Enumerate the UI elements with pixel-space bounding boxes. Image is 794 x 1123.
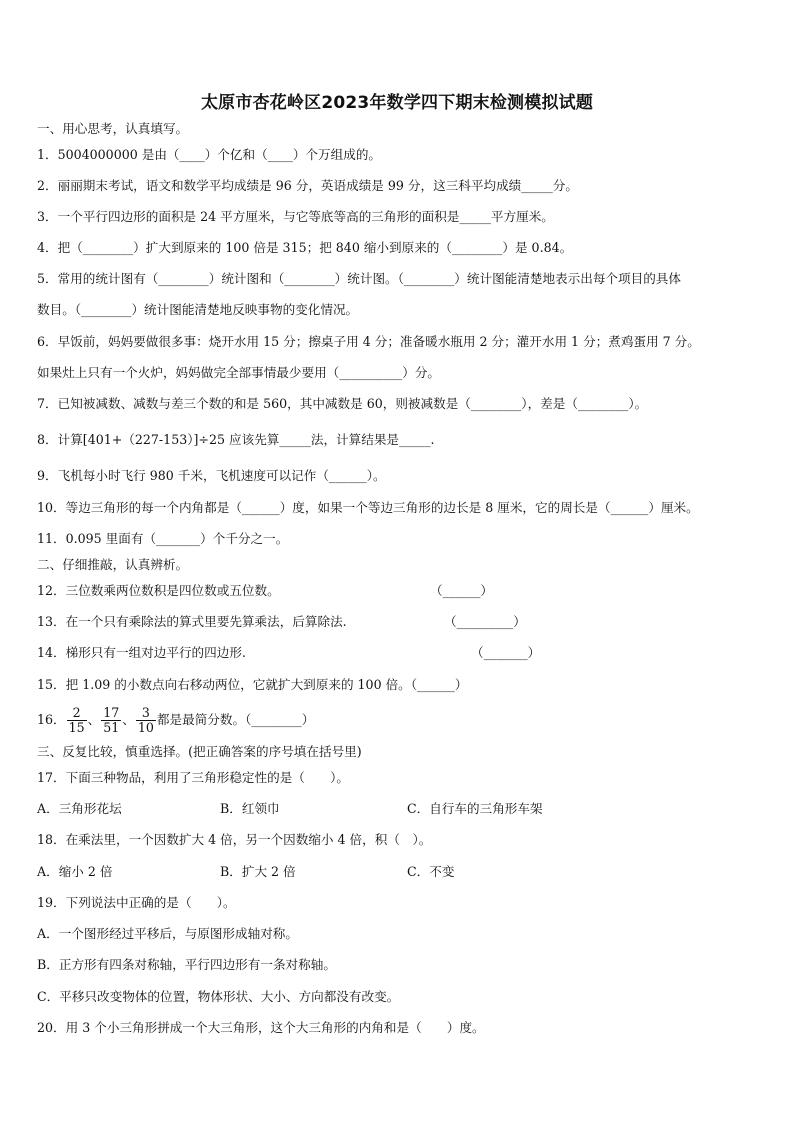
fraction-numerator: 3 — [141, 705, 150, 720]
fraction-17-51 — [101, 706, 121, 735]
question-15: 15．把 1.09 的小数点向右移动两位，它就扩大到原来的 100 倍。（______） — [37, 677, 468, 692]
question-2: 2．丽丽期末考试，语文和数学平均成绩是 96 分，英语成绩是 99 分，这三科平均成绩_____分。 — [37, 178, 578, 193]
question-12: 12．三位数乘两位数积是四位数或五位数。 — [37, 583, 280, 598]
fraction-3-10 — [136, 706, 156, 735]
question-18-option-b: B．扩大 2 倍 — [220, 864, 296, 879]
question-12-answer-blank: （______） — [430, 583, 493, 598]
question-9: 9．飞机每小时飞行 980 千米，飞机速度可以记作（______）。 — [37, 468, 386, 483]
question-17: 17．下面三种物品，利用了三角形稳定性的是（ ）。 — [37, 770, 349, 785]
fraction-numerator: 17 — [103, 705, 120, 720]
question-16 — [37, 700, 314, 740]
fraction-numerator: 2 — [72, 705, 81, 720]
question-3: 3．一个平行四边形的面积是 24 平方厘米，与它等底等高的三角形的面积是_____平方厘米。 — [37, 209, 554, 224]
question-19-option-b: B．正方形有四条对称轴，平行四边形有一条对称轴。 — [37, 957, 336, 972]
question-16-suffix: 都是最简分数。（________） — [156, 712, 315, 727]
question-13-answer-blank: （_________） — [444, 614, 526, 629]
question-5-line-1: 5．常用的统计图有（________）统计图和（________）统计图。（________）统计图能清楚地表示出每个项目的具体 — [37, 271, 681, 286]
question-1: 1．5004000000 是由（____）个亿和（____）个万组成的。 — [37, 147, 382, 162]
question-14-answer-blank: （_______） — [471, 645, 541, 660]
question-18: 18．在乘法里，一个因数扩大 4 倍，另一个因数缩小 4 倍，积（ ）。 — [37, 832, 432, 847]
question-14: 14．梯形只有一组对边平行的四边形. — [37, 645, 246, 660]
section-heading-3: 三、反复比较，慎重选择。(把正确答案的序号填在括号里) — [37, 744, 362, 759]
question-17-option-c: C．自行车的三角形车架 — [407, 801, 543, 816]
page-title: 太原市杏花岭区2023年数学四下期末检测模拟试题 — [200, 93, 594, 113]
fraction-2-15 — [67, 706, 87, 735]
question-7: 7．已知被减数、减数与差三个数的和是 560，其中减数是 60，则被减数是（________），差是（________）。 — [37, 396, 648, 411]
question-19: 19．下列说法中正确的是（ ）。 — [37, 895, 236, 910]
question-8: 8．计算[401+（227-153）]÷25 应该先算_____法，计算结果是_____. — [37, 432, 435, 447]
question-17-option-a: A．三角形花坛 — [37, 801, 122, 816]
question-10: 10．等边三角形的每一个内角都是（______）度，如果一个等边三角形的边长是 8 厘米，它的周长是（______）厘米。 — [37, 500, 699, 515]
fraction-denominator: 51 — [103, 720, 120, 735]
fraction-denominator: 10 — [137, 720, 154, 735]
section-heading-2: 二、仔细推敲，认真辨析。 — [37, 557, 189, 572]
question-17-option-b: B．红领巾 — [220, 801, 280, 816]
fraction-denominator: 15 — [68, 720, 85, 735]
question-16-prefix: 16． — [37, 712, 66, 727]
question-18-option-c: C．不变 — [407, 864, 455, 879]
question-13: 13．在一个只有乘除法的算式里要先算乘法，后算除法. — [37, 614, 347, 629]
question-20: 20．用 3 个小三角形拼成一个大三角形，这个大三角形的内角和是（ ）度。 — [37, 1020, 485, 1035]
separator: 、 — [122, 712, 135, 727]
section-heading-1: 一、用心思考，认真填写。 — [37, 121, 189, 136]
question-19-option-c: C．平移只改变物体的位置，物体形状、大小、方向都没有改变。 — [37, 989, 400, 1004]
question-4: 4．把（________）扩大到原来的 100 倍是 315；把 840 缩小到原来的（________）是 0.84。 — [37, 240, 573, 255]
question-19-option-a: A．一个图形经过平移后，与原图形成轴对称。 — [37, 926, 298, 941]
question-6-line-2: 如果灶上只有一个火炉，妈妈做完全部事情最少要用（__________）分。 — [37, 365, 440, 380]
separator: 、 — [87, 712, 101, 727]
question-11: 11．0.095 里面有（_______）个千分之一。 — [37, 531, 289, 546]
question-18-option-a: A．缩小 2 倍 — [37, 864, 113, 879]
question-6-line-1: 6．早饭前，妈妈要做很多事：烧开水用 15 分；擦桌子用 4 分；准备暖水瓶用 2 分；灌开水用 1 分；煮鸡蛋用 7 分。 — [37, 334, 700, 349]
question-5-line-2: 数目。（________）统计图能清楚地反映事物的变化情况。 — [37, 302, 359, 317]
